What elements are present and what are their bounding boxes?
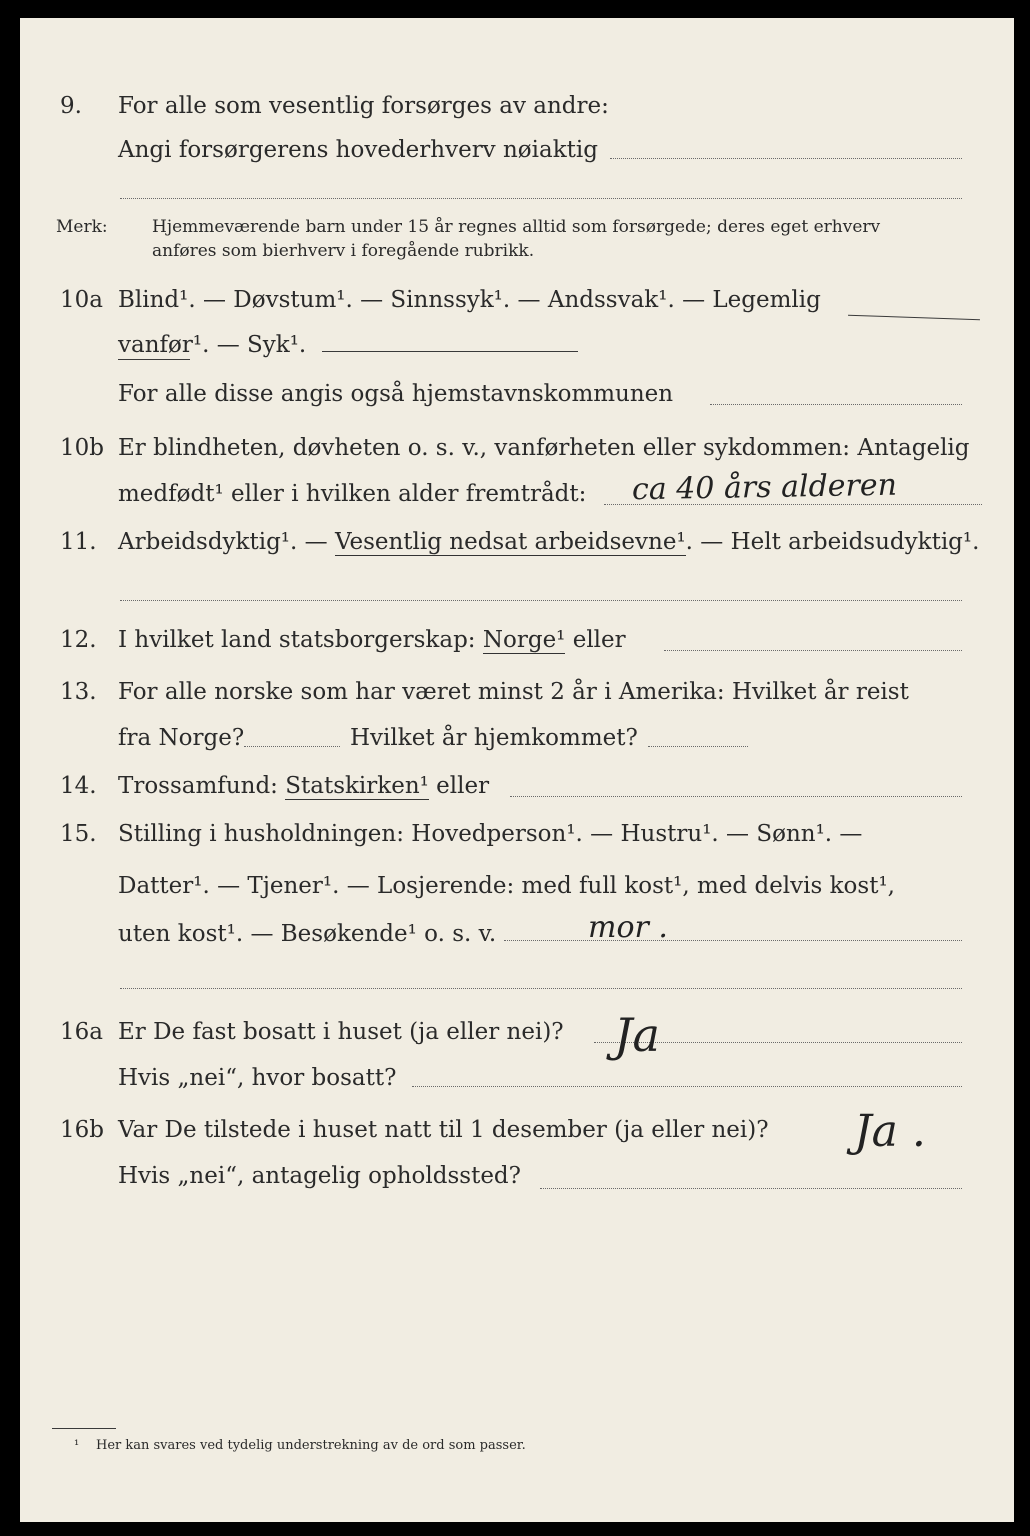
q10b-line1: Er blindheten, døvheten o. s. v., vanførheten eller sykdommen: Antagelig (118, 435, 970, 461)
q10a-hjemstavn-line[interactable] (710, 404, 962, 405)
q12-underlined-choice: Norge¹ (482, 627, 566, 653)
merk-label: Merk: (56, 217, 108, 237)
q12-answer-line[interactable] (664, 650, 962, 651)
q15-separator (120, 988, 962, 989)
footnote-rule (52, 1428, 116, 1429)
q16b-number: 16b (60, 1117, 104, 1143)
merk-line1: Hjemmeværende barn under 15 år regnes alltid som forsørgede; deres eget erhverv (152, 217, 881, 237)
q9-answer-line[interactable] (610, 158, 962, 159)
q10a-number: 10a (60, 287, 103, 313)
q10a-line1: Blind¹. — Døvstum¹. — Sinnssyk¹. — Andssvak¹. — Legemlig (118, 287, 821, 313)
q13-hjemkommet-line[interactable] (648, 746, 748, 747)
q12-text: I hvilket land statsborgerskap: Norge¹ eller (118, 627, 626, 653)
q16a-bosatt-line[interactable] (412, 1086, 962, 1087)
q15-line1: Stilling i husholdningen: Hovedperson¹. — Hustru¹. — Sønn¹. — (118, 821, 863, 847)
q16a-line1: Er De fast bosatt i huset (ja eller nei)? (118, 1019, 564, 1045)
q16b-line2: Hvis „nei“, antagelig opholdssted? (118, 1163, 521, 1189)
q15-handwritten-answer: mor . (588, 910, 668, 945)
vanfor-underline (118, 359, 190, 360)
q9-line1: For alle som vesentlig forsørges av andre: (118, 93, 609, 119)
q13-line2b: Hvilket år hjemkommet? (350, 725, 638, 751)
q15-answer-line[interactable] (504, 940, 962, 941)
q10a-line3: For alle disse angis også hjemstavnskommunen (118, 381, 674, 407)
q11-underlined-choice: Vesentlig nedsat arbeidsevne¹ (334, 529, 686, 555)
merk-line2: anføres som bierhverv i foregående rubrikk. (152, 241, 535, 261)
q14-text: Trossamfund: Statskirken¹ eller (118, 773, 490, 799)
q16b-opholdssted-line[interactable] (540, 1188, 962, 1189)
q16b-handwritten-answer: Ja . (854, 1106, 926, 1157)
legemlig-underline (848, 315, 980, 321)
q10a-answer-line[interactable] (322, 351, 578, 352)
q9-answer-line-2[interactable] (120, 198, 962, 199)
q11-text: Arbeidsdyktig¹. — Vesentlig nedsat arbeidsevne¹. — Helt arbeidsudyktig¹. (118, 529, 980, 555)
q10b-number: 10b (60, 435, 104, 461)
footnote-mark: ¹ (74, 1438, 80, 1453)
q11-separator (120, 600, 962, 601)
q16b-line1: Var De tilstede i huset natt til 1 desember (ja eller nei)? (118, 1117, 769, 1143)
q13-number: 13. (60, 679, 97, 705)
q10b-handwritten-answer: ca 40 års alderen (631, 467, 898, 508)
q16a-line2: Hvis „nei“, hvor bosatt? (118, 1065, 397, 1091)
q12-number: 12. (60, 627, 97, 653)
q15-line3: uten kost¹. — Besøkende¹ o. s. v. (118, 921, 497, 947)
q16a-handwritten-answer: Ja (614, 1008, 660, 1062)
q10a-line2: vanfør¹. — Syk¹. (118, 332, 307, 358)
q9-line2: Angi forsørgerens hovederhverv nøiaktig (118, 137, 598, 163)
q10b-line2: medfødt¹ eller i hvilken alder fremtrådt: (118, 481, 587, 507)
q14-number: 14. (60, 773, 97, 799)
q13-line2a: fra Norge? (118, 725, 245, 751)
q15-number: 15. (60, 821, 97, 847)
q9-number: 9. (60, 93, 82, 119)
q14-answer-line[interactable] (510, 796, 962, 797)
q15-line2: Datter¹. — Tjener¹. — Losjerende: med full kost¹, med delvis kost¹, (118, 873, 895, 899)
footnote-text: Her kan svares ved tydelig understrekning av de ord som passer. (96, 1438, 526, 1453)
q13-line1: For alle norske som har været minst 2 år i Amerika: Hvilket år reist (118, 679, 909, 705)
census-form-page (20, 18, 1014, 1522)
q11-number: 11. (60, 529, 97, 555)
q13-reist-line[interactable] (244, 746, 340, 747)
q14-underlined-choice: Statskirken¹ (285, 773, 429, 799)
q16a-number: 16a (60, 1019, 103, 1045)
